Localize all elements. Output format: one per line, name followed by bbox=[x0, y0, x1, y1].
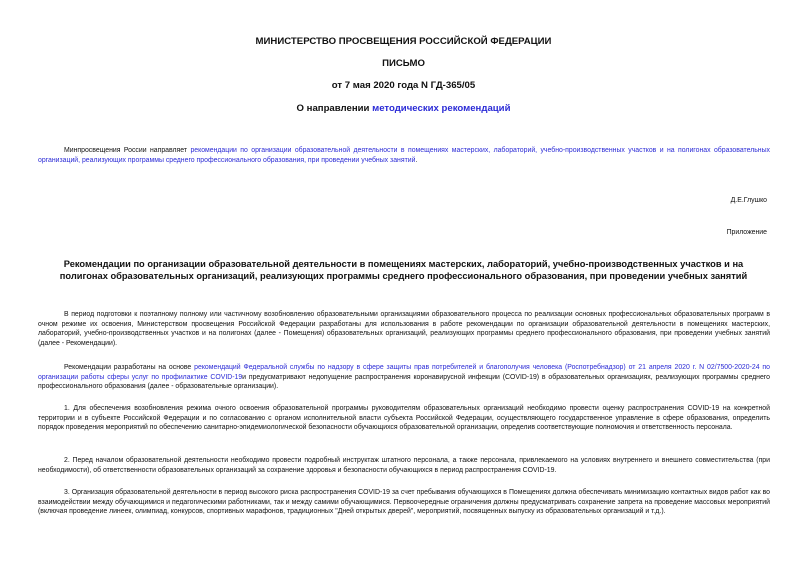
intro-suffix: . bbox=[415, 156, 418, 164]
document-type: ПИСЬМО bbox=[382, 58, 425, 69]
appendix-label: Приложение bbox=[726, 229, 767, 236]
intro-paragraph bbox=[38, 146, 770, 165]
document-subject bbox=[0, 103, 807, 114]
paragraph-item-3: 3. Организация образовательной деятельности в период высокого риска распространения COVID-19 за счет пребывания обучающихся в Помещениях должна обеспечивать минимизацию контактных видов работ как во взаимодействии между обучающимися и педагогическими работниками, так и между самими обучающимися. Первоочередные ограничения должны предусматривать сохранение запрета на проведение массовых мероприятий (включая проведение линеек, олимпиад, конкурсов, спортивных марафонов, традиционных "Дней открытых дверей", мероприятий, посвященных выпуску из образовательных организаций и т.д.). bbox=[38, 489, 770, 516]
basis-suffix: и предусматривают недопущение распространения коронавирусной инфекции (COVID-19) в образовательных организациях, реализующих программы среднего профессионального образования (далее - образовательные организации). bbox=[38, 373, 770, 391]
paragraph-item-2: 2. Перед началом образовательной деятельности необходимо провести подробный инструктаж штатного персонала, а также персонала, привлекаемого на условиях внутреннего и внешнего совместительства (при необходимости), об ответственности образовательных организаций за сохранение здоровья и безопасности обучающихся в период распространения COVID-19. bbox=[38, 457, 770, 474]
signature: Д.Е.Глушко bbox=[730, 197, 767, 204]
intro-link[interactable]: рекомендации по организации образовательной деятельности в помещениях мастерских, лабораторий, учебно-производственных участков и на полигонах образовательных организаций, реализующих программы среднего профессионального образования, при проведении учебных занятий bbox=[38, 147, 771, 164]
intro-prefix: Минпросвещения России направляет bbox=[64, 147, 191, 154]
subject-link[interactable]: методических рекомендаций bbox=[372, 103, 511, 114]
document-date: от 7 мая 2020 года N ГД-365/05 bbox=[331, 80, 476, 91]
basis-prefix: Рекомендации разработаны на основе bbox=[64, 364, 195, 371]
ministry-heading: МИНИСТЕРСТВО ПРОСВЕЩЕНИЯ РОССИЙСКОЙ ФЕДЕРАЦИИ bbox=[255, 36, 552, 47]
paragraph-basis bbox=[38, 363, 770, 392]
paragraph-intro: В период подготовки к поэтапному полному или частичному возобновлению образовательными организациями образовательного процесса по реализации основных профессиональных образовательных программ в очном режиме их освоения, Министерством просвещения Российской Федерации разработаны для использования в работе рекомендации по организации образовательной деятельности в помещениях мастерских, лабораторий, учебно-производственных участков и на полигонах (далее - Помещения) образовательных организаций, реализующих программы среднего профессионального образования, при проведении учебных занятий (далее - Рекомендации). bbox=[38, 311, 770, 347]
subject-prefix: О направлении bbox=[296, 103, 373, 114]
basis-link[interactable]: рекомендаций Федеральной службы по надзору в сфере защиты прав потребителей и благополучия человека (Роспотребнадзор) от 21 апреля 2020 г. N 02/7500-2020-24 по организации работы сферы услуг по профилактике COVID-19 bbox=[38, 364, 770, 381]
paragraph-item-1: 1. Для обеспечения возобновления режима очного освоения образовательной программы руководителям образовательных организаций необходимо провести оценку распространения COVID-19 на конкретной территории и в субъекте Российской Федерации и по согласованию с органом исполнительной власти субъекта Российской Федерации, осуществляющего государственное управление в сфере образования, определить порядок проведения мероприятий по обеспечению санитарно-эпидемиологической безопасности обучающихся образовательной организации, определив соответствующие полномочия и ответственность персонала. bbox=[38, 405, 770, 432]
recommendations-title: Рекомендации по организации образовательной деятельности в помещениях мастерских, лабораторий, учебно-производственных участков и на полигонах образовательных организаций, реализующих программы среднего профессионального образования, при проведении учебных занятий bbox=[59, 259, 748, 281]
